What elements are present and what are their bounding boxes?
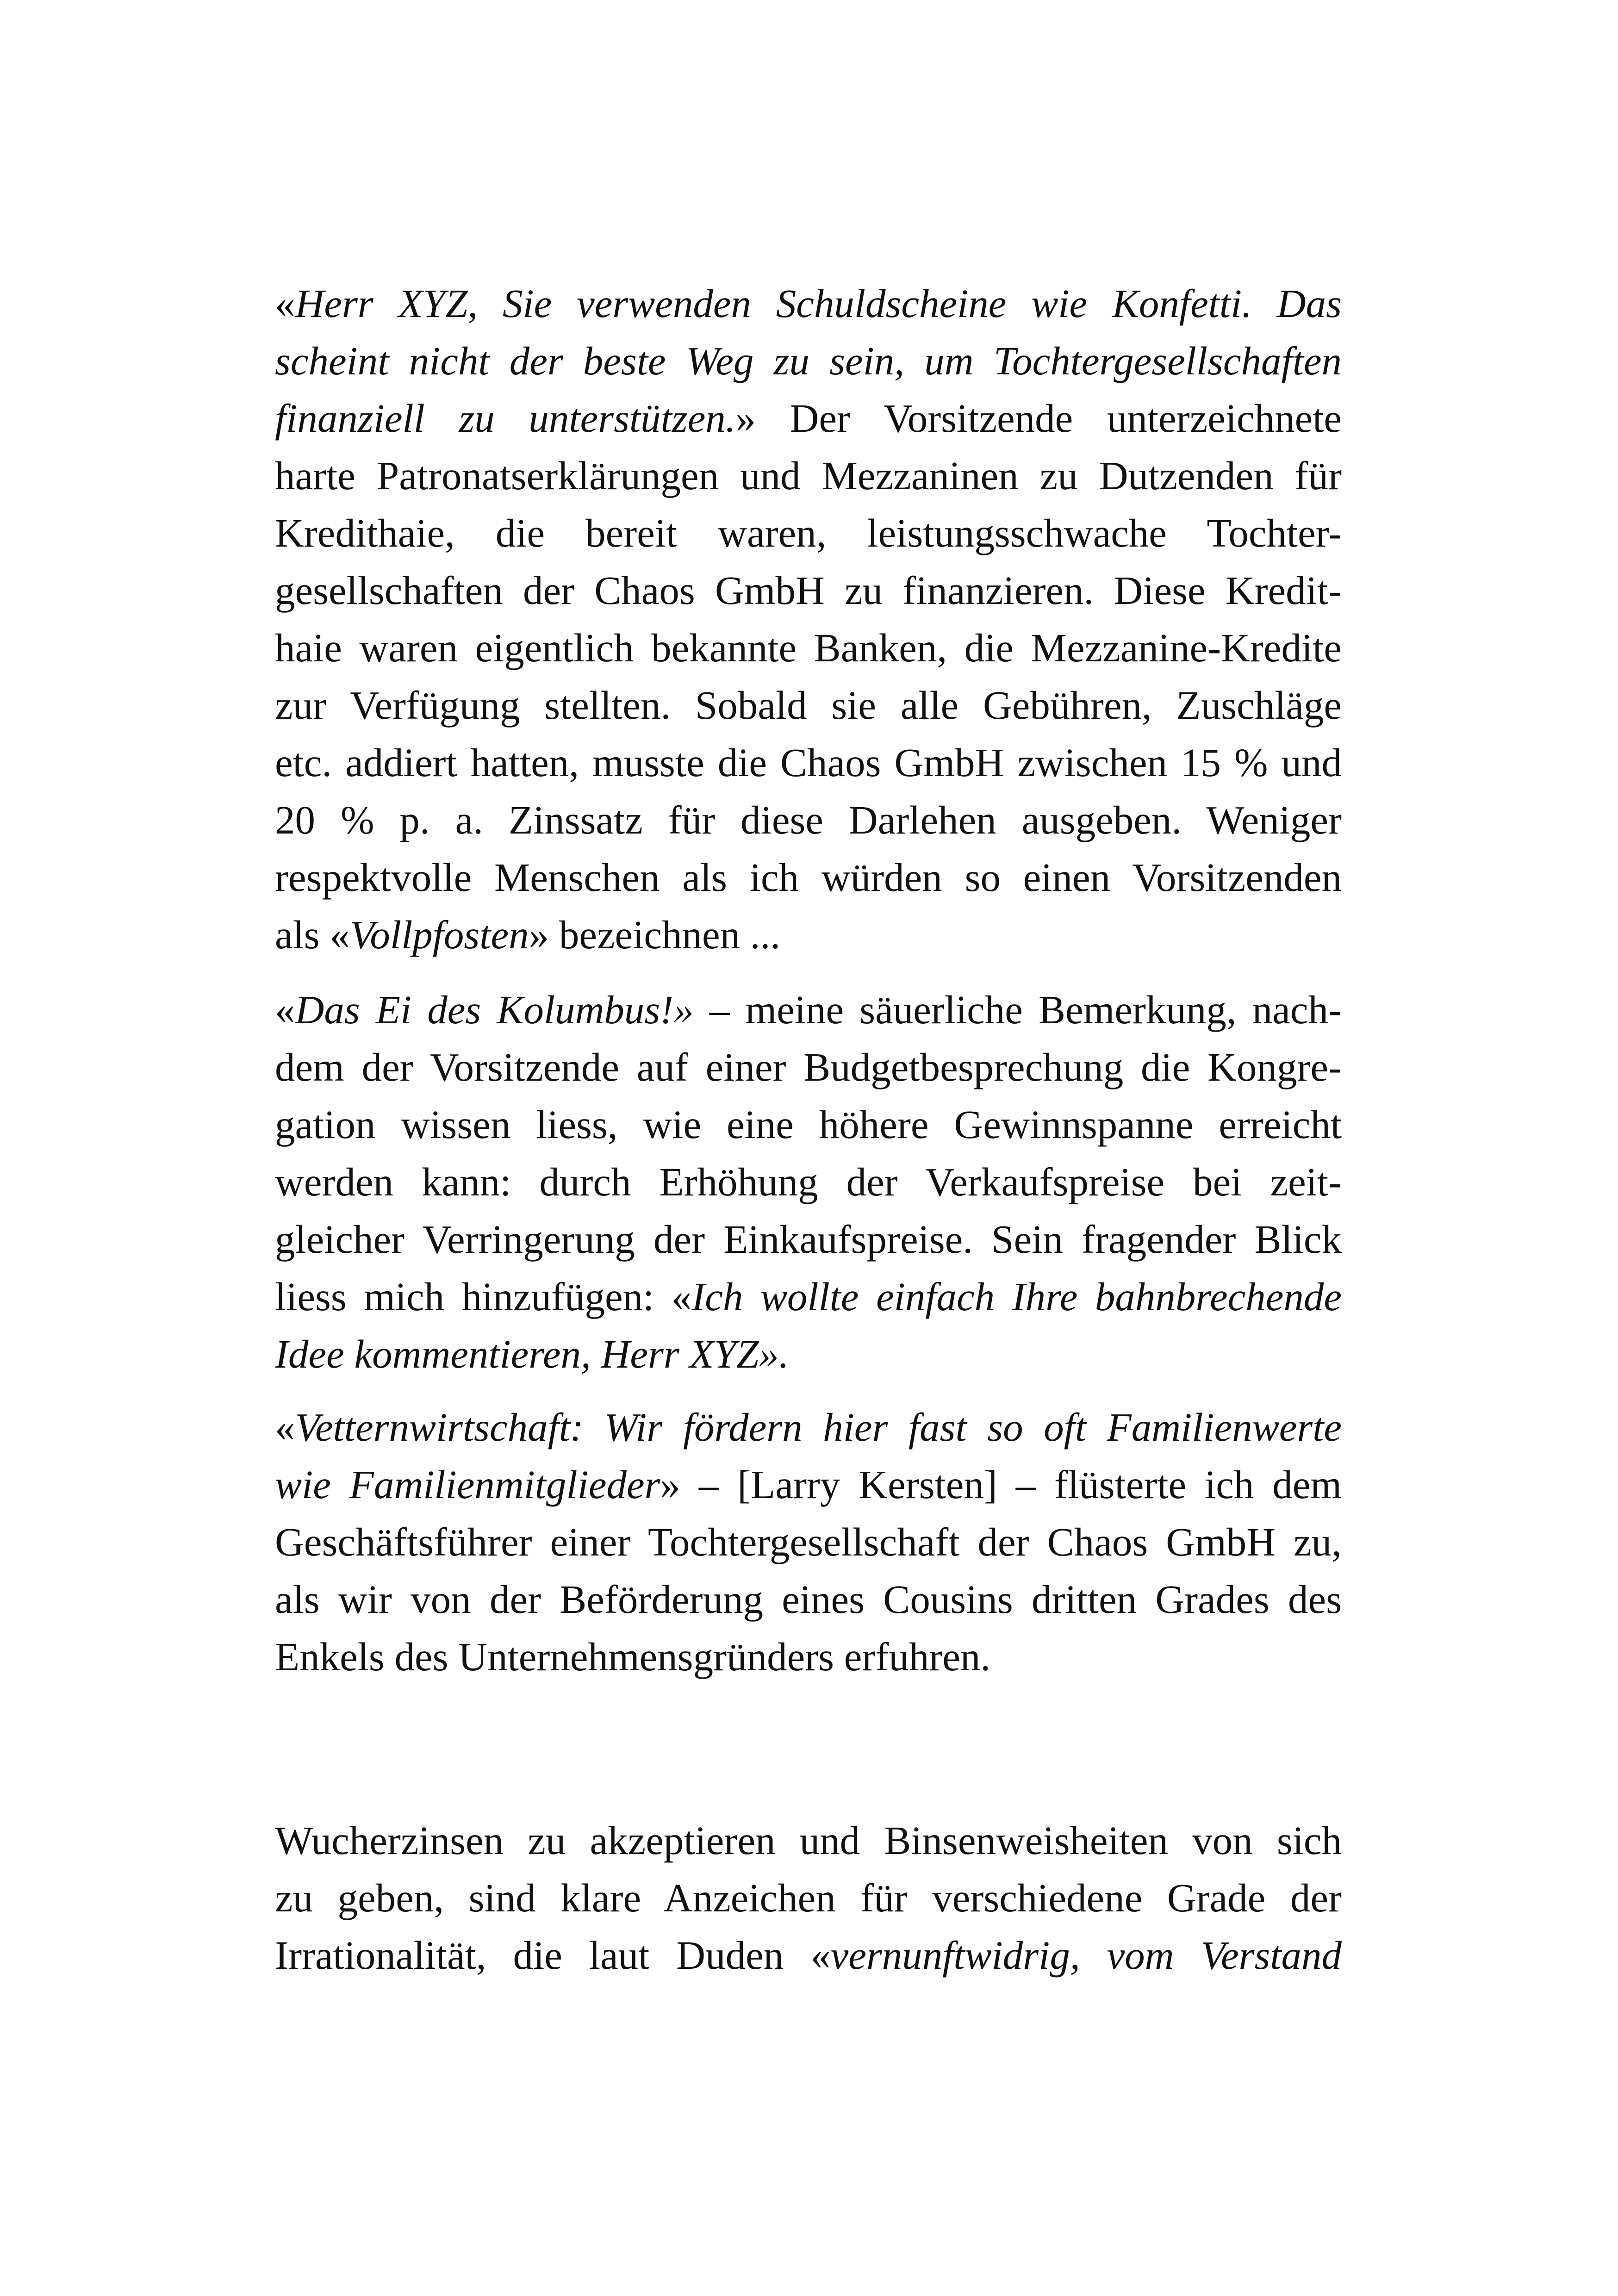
text-line: respektvolle Menschen als ich würden so einen Vorsitzenden [275, 855, 1342, 900]
text-line: gation wissen liess, wie eine höhere Gewinnspanne erreicht [275, 1102, 1342, 1147]
text-line: Enkels des Unternehmensgründers erfuhren. [275, 1634, 991, 1679]
text-line: als wir von der Beförderung eines Cousins dritten Grades des [275, 1577, 1342, 1622]
paragraph-2 [275, 981, 1342, 1383]
text-line: Geschäftsführer einer Tochtergesellschaft der Chaos GmbH zu, [275, 1519, 1342, 1564]
text-line: Kredithaie, die bereit waren, leistungsschwache Tochter- [275, 510, 1342, 555]
text-line: harte Patronatserklärungen und Mezzaninen zu Dutzenden für [275, 453, 1342, 498]
paragraph-4 [275, 1812, 1342, 1984]
text-line: finanziell zu unterstützen.» Der Vorsitzende unterzeichnete [275, 396, 1342, 441]
text-line: als «Vollpfosten» bezeichnen ... [275, 912, 781, 957]
text-line: 20 % p. a. Zinssatz für diese Darlehen ausgeben. Weniger [275, 797, 1342, 842]
text-line: zu geben, sind klare Anzeichen für verschiedene Grade der [275, 1875, 1342, 1920]
text-line: «Vetternwirtschaft: Wir fördern hier fast so oft Familienwerte [275, 1405, 1342, 1450]
paragraph-1 [275, 275, 1342, 964]
text-line: zur Verfügung stellten. Sobald sie alle Gebühren, Zuschläge [275, 683, 1342, 728]
text-line: gesellschaften der Chaos GmbH zu finanzieren. Diese Kredit- [275, 568, 1342, 613]
text-line: werden kann: durch Erhöhung der Verkaufspreise bei zeit- [275, 1159, 1342, 1204]
text-line: etc. addiert hatten, musste die Chaos GmbH zwischen 15 % und [275, 740, 1342, 785]
text-line: «Herr XYZ, Sie verwenden Schuldscheine wie Konfetti. Das [275, 281, 1342, 326]
text-line: dem der Vorsitzende auf einer Budgetbesprechung die Kongre- [275, 1045, 1342, 1089]
paragraph-3 [275, 1399, 1342, 1686]
text-line: wie Familienmitglieder» – [Larry Kersten] – flüsterte ich dem [275, 1462, 1342, 1507]
text-line: Irrationalität, die laut Duden «vernunftwidrig, vom Verstand [275, 1933, 1342, 1978]
text-line: haie waren eigentlich bekannte Banken, die Mezzanine-Kredite [275, 625, 1342, 670]
text-line: gleicher Verringerung der Einkaufspreise. Sein fragender Blick [275, 1217, 1342, 1262]
text-line: Idee kommentieren, Herr XYZ». [275, 1332, 789, 1376]
text-line: liess mich hinzufügen: «Ich wollte einfach Ihre bahnbrechende [275, 1274, 1342, 1319]
text-line: «Das Ei des Kolumbus!» – meine säuerliche Bemerkung, nach- [275, 987, 1342, 1032]
text-line: scheint nicht der beste Weg zu sein, um Tochtergesellschaften [275, 338, 1342, 383]
text-line: Wucherzinsen zu akzeptieren und Binsenweisheiten von sich [275, 1818, 1342, 1863]
